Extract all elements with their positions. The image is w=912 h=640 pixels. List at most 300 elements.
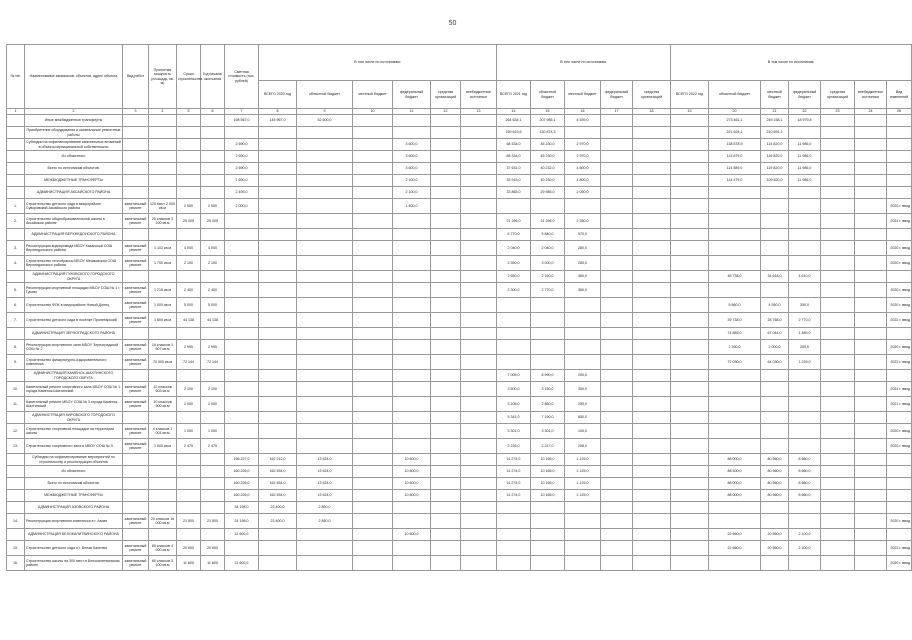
row-cell bbox=[297, 370, 353, 382]
row-cell bbox=[633, 412, 671, 424]
row-cell: 4 610,0 bbox=[789, 271, 821, 283]
row-cell: 40 232,0 bbox=[531, 163, 565, 175]
header-group-2020: В том числе по источникам: bbox=[259, 45, 497, 81]
table-row bbox=[7, 139, 912, 151]
row-number bbox=[7, 187, 25, 199]
row-cell: 45 230,0 bbox=[531, 151, 565, 163]
row-cell: 34 618,0 bbox=[761, 271, 789, 283]
row-name: АДМИНИСТРАЦИЯ ЗЕРНОГРАДСКОГО РАЙОНА bbox=[25, 328, 123, 340]
row-cell bbox=[461, 214, 497, 229]
row-cell: 255,0 bbox=[565, 397, 601, 412]
table-row bbox=[7, 382, 912, 397]
row-cell bbox=[431, 229, 461, 241]
row-name: Строительство школы на 300 мест в Белокалитвинском районе bbox=[25, 556, 123, 571]
row-cell bbox=[353, 514, 393, 529]
row-cell bbox=[671, 313, 709, 328]
row-cell bbox=[497, 541, 531, 556]
row-cell: 3 600,0 bbox=[393, 139, 431, 151]
row-cell bbox=[855, 556, 887, 571]
row-cell bbox=[887, 454, 912, 466]
row-cell bbox=[887, 127, 912, 139]
row-cell bbox=[177, 127, 201, 139]
row-cell bbox=[821, 490, 855, 502]
row-cell bbox=[789, 127, 821, 139]
row-cell bbox=[259, 229, 297, 241]
row-name: АДМИНИСТРАЦИЯ АЗОВСКОГО РАЙОНА bbox=[25, 502, 123, 514]
row-cell bbox=[821, 328, 855, 340]
row-cell bbox=[461, 298, 497, 313]
row-cell: 2 690,0 bbox=[225, 151, 259, 163]
row-cell bbox=[259, 412, 297, 424]
row-cell: 11 274,0 bbox=[497, 454, 531, 466]
row-cell bbox=[353, 283, 393, 298]
row-cell bbox=[709, 214, 761, 229]
row-cell bbox=[887, 151, 912, 163]
row-cell bbox=[259, 271, 297, 283]
row-cell: 3 105,0 bbox=[497, 397, 531, 412]
row-cell bbox=[789, 382, 821, 397]
header-years: Год начала/окончания bbox=[201, 45, 225, 109]
row-cell bbox=[855, 115, 887, 127]
row-cell: 2 100 bbox=[201, 382, 225, 397]
row-cell bbox=[761, 514, 789, 529]
row-cell bbox=[789, 370, 821, 382]
row-cell bbox=[461, 412, 497, 424]
row-cell bbox=[671, 454, 709, 466]
page-number: 50 bbox=[448, 20, 457, 27]
row-cell bbox=[431, 490, 461, 502]
row-cell bbox=[393, 256, 431, 271]
row-cell: 1 600 кв.м bbox=[149, 313, 177, 328]
row-cell bbox=[177, 502, 201, 514]
column-number: 22 bbox=[789, 109, 821, 115]
row-cell: 2 250,0 bbox=[709, 340, 761, 355]
row-cell bbox=[123, 502, 149, 514]
row-cell: 11 986,0 bbox=[789, 163, 821, 175]
row-cell bbox=[431, 412, 461, 424]
row-cell bbox=[671, 412, 709, 424]
row-cell bbox=[821, 340, 855, 355]
row-cell bbox=[821, 271, 855, 283]
row-cell bbox=[761, 370, 789, 382]
row-cell bbox=[887, 466, 912, 478]
row-cell bbox=[353, 139, 393, 151]
row-cell: 2 995 bbox=[177, 340, 201, 355]
header-total-2022: ВСЕГО 2022 год bbox=[671, 81, 709, 109]
column-number: 11 bbox=[393, 109, 431, 115]
header-2021-source-3: средства организаций bbox=[633, 81, 671, 109]
row-cell bbox=[821, 478, 855, 490]
row-cell bbox=[461, 382, 497, 397]
row-cell bbox=[393, 370, 431, 382]
row-name: АДМИНИСТРАЦИЯ ГУКОВСКОГО ГОРОДСКОГО ОКРУГА bbox=[25, 271, 123, 283]
row-cell bbox=[601, 502, 633, 514]
row-cell bbox=[123, 478, 149, 490]
row-cell bbox=[123, 127, 149, 139]
row-cell bbox=[821, 514, 855, 529]
row-cell bbox=[633, 163, 671, 175]
row-cell: 2 850,0 bbox=[297, 514, 353, 529]
row-cell bbox=[461, 151, 497, 163]
row-cell bbox=[393, 355, 431, 370]
row-cell bbox=[633, 256, 671, 271]
row-cell: 1 125,0 bbox=[565, 466, 601, 478]
row-cell: 1 125,0 bbox=[565, 478, 601, 490]
row-cell bbox=[855, 328, 887, 340]
row-name: Строительство ФОК в микрорайоне Новый Донец bbox=[25, 298, 123, 313]
row-cell: 11 600 bbox=[177, 556, 201, 571]
row-cell bbox=[225, 313, 259, 328]
row-cell bbox=[259, 529, 297, 541]
row-cell bbox=[565, 514, 601, 529]
row-cell bbox=[601, 241, 633, 256]
row-cell bbox=[431, 256, 461, 271]
row-cell bbox=[633, 229, 671, 241]
row-cell bbox=[353, 229, 393, 241]
row-cell: 2020 г. ввод bbox=[887, 514, 912, 529]
row-cell bbox=[431, 541, 461, 556]
row-cell: 130 874,3 bbox=[531, 127, 565, 139]
row-cell bbox=[789, 412, 821, 424]
row-cell bbox=[431, 313, 461, 328]
row-cell bbox=[431, 163, 461, 175]
row-cell bbox=[601, 541, 633, 556]
table-row bbox=[7, 199, 912, 214]
table-row bbox=[7, 298, 912, 313]
row-cell bbox=[353, 439, 393, 454]
row-cell bbox=[297, 214, 353, 229]
row-cell: 2 040,0 bbox=[531, 241, 565, 256]
row-cell bbox=[123, 115, 149, 127]
row-cell: 138 578,9 bbox=[709, 139, 761, 151]
row-cell bbox=[297, 229, 353, 241]
row-cell bbox=[789, 256, 821, 271]
row-cell bbox=[393, 115, 431, 127]
row-cell bbox=[225, 397, 259, 412]
row-cell: 119 820,0 bbox=[761, 163, 789, 175]
row-cell: 3 600,0 bbox=[393, 163, 431, 175]
row-cell bbox=[297, 529, 353, 541]
row-cell bbox=[259, 199, 297, 214]
header-total-2020: ВСЕГО 2020 год bbox=[259, 81, 297, 109]
row-cell: 11 986,0 bbox=[789, 139, 821, 151]
row-cell bbox=[259, 556, 297, 571]
row-cell bbox=[821, 115, 855, 127]
row-cell bbox=[461, 163, 497, 175]
row-cell bbox=[123, 151, 149, 163]
row-cell: 2020 г. ввод bbox=[887, 241, 912, 256]
row-cell: 88 000,0 bbox=[709, 478, 761, 490]
row-cell bbox=[353, 355, 393, 370]
row-cell bbox=[393, 340, 431, 355]
row-cell: 2 850,0 bbox=[531, 397, 565, 412]
row-cell bbox=[225, 541, 259, 556]
row-cell bbox=[671, 271, 709, 283]
column-number: 15 bbox=[531, 109, 565, 115]
row-cell bbox=[353, 115, 393, 127]
row-cell: 2022 г. ввод bbox=[887, 541, 912, 556]
row-cell bbox=[671, 397, 709, 412]
row-cell bbox=[821, 355, 855, 370]
row-cell: 160 226,0 bbox=[225, 478, 259, 490]
row-cell bbox=[149, 412, 177, 424]
row-name: Реконструкция спортивного зала МБОУ Зерноградской СОШ № 2 bbox=[25, 340, 123, 355]
header-group-2021: В том числе по источникам: bbox=[497, 45, 671, 81]
table-row bbox=[7, 439, 912, 454]
row-cell bbox=[633, 175, 671, 187]
row-cell bbox=[671, 466, 709, 478]
row-name: АДМИНИСТРАЦИЯ КАМЕНСК-ШАХТИНСКОГО ГОРОДСКОГО ОКРУГА bbox=[25, 370, 123, 382]
row-cell bbox=[761, 187, 789, 199]
row-cell bbox=[855, 175, 887, 187]
row-cell bbox=[761, 424, 789, 439]
row-cell bbox=[393, 556, 431, 571]
row-cell bbox=[149, 328, 177, 340]
row-name: АДМИНИСТРАЦИЯ КИРОВСКОГО ГОРОДСКОГО ОКРУГА bbox=[25, 412, 123, 424]
header-2022-source-3: средства организаций bbox=[821, 81, 855, 109]
row-cell bbox=[821, 175, 855, 187]
row-cell: 1 239,0 bbox=[789, 355, 821, 370]
row-cell bbox=[821, 163, 855, 175]
row-cell: 350,0 bbox=[789, 298, 821, 313]
row-cell bbox=[601, 556, 633, 571]
row-cell bbox=[431, 151, 461, 163]
table-row bbox=[7, 187, 912, 199]
row-cell: 162 454,0 bbox=[259, 490, 297, 502]
row-number bbox=[7, 529, 25, 541]
row-number: 4. bbox=[7, 256, 25, 271]
column-number: 2 bbox=[25, 109, 123, 115]
row-number bbox=[7, 502, 25, 514]
row-cell: 80 560,0 bbox=[761, 454, 789, 466]
row-cell bbox=[565, 298, 601, 313]
row-cell bbox=[201, 139, 225, 151]
row-number bbox=[7, 229, 25, 241]
row-cell bbox=[353, 127, 393, 139]
row-cell: 2021 г. ввод bbox=[887, 382, 912, 397]
table-row bbox=[7, 514, 912, 529]
row-cell bbox=[431, 127, 461, 139]
row-cell: 2 100 bbox=[177, 382, 201, 397]
row-cell bbox=[461, 229, 497, 241]
row-number bbox=[7, 271, 25, 283]
row-cell bbox=[887, 328, 912, 340]
row-cell bbox=[225, 340, 259, 355]
row-cell bbox=[353, 466, 393, 478]
row-cell bbox=[601, 370, 633, 382]
row-cell bbox=[633, 271, 671, 283]
header-work-type: Вид работ bbox=[123, 45, 149, 109]
column-number: 9 bbox=[297, 109, 353, 115]
row-cell bbox=[297, 355, 353, 370]
row-cell bbox=[821, 229, 855, 241]
row-cell: 160 226,0 bbox=[225, 490, 259, 502]
row-cell: 2021 г. ввод bbox=[887, 214, 912, 229]
row-cell bbox=[201, 151, 225, 163]
row-cell bbox=[821, 382, 855, 397]
row-cell: 2 770,0 bbox=[531, 283, 565, 298]
row-cell: 13 524,0 bbox=[297, 490, 353, 502]
row-cell: капитальный ремонт bbox=[123, 397, 149, 412]
table-row bbox=[7, 490, 912, 502]
table-row bbox=[7, 502, 912, 514]
row-cell: 6 990,0 bbox=[531, 370, 565, 382]
row-cell bbox=[353, 298, 393, 313]
row-cell bbox=[821, 397, 855, 412]
row-cell: 10 165,0 bbox=[531, 466, 565, 478]
row-cell: 221 624,1 bbox=[709, 127, 761, 139]
row-cell bbox=[297, 439, 353, 454]
row-cell bbox=[225, 439, 259, 454]
row-cell bbox=[225, 229, 259, 241]
table-row bbox=[7, 466, 912, 478]
row-cell bbox=[601, 256, 633, 271]
row-cell: 162 212,0 bbox=[259, 454, 297, 466]
row-cell bbox=[821, 556, 855, 571]
row-cell: 2 235,0 bbox=[497, 439, 531, 454]
row-cell bbox=[601, 151, 633, 163]
row-cell: капитальный ремонт bbox=[123, 439, 149, 454]
row-cell: капитальный ремонт bbox=[123, 514, 149, 529]
row-cell: 4 800,0 bbox=[565, 163, 601, 175]
row-cell bbox=[761, 283, 789, 298]
row-cell bbox=[821, 412, 855, 424]
row-cell: 2 217,0 bbox=[531, 439, 565, 454]
row-cell bbox=[601, 199, 633, 214]
row-cell bbox=[565, 502, 601, 514]
row-cell: 10 600,0 bbox=[393, 529, 431, 541]
header-2020-source-0: областной бюджет bbox=[297, 81, 353, 109]
row-cell bbox=[855, 502, 887, 514]
row-cell: 2 475 bbox=[177, 439, 201, 454]
row-cell bbox=[177, 151, 201, 163]
row-cell bbox=[225, 241, 259, 256]
row-cell bbox=[461, 502, 497, 514]
row-cell bbox=[709, 187, 761, 199]
row-cell bbox=[297, 328, 353, 340]
row-cell bbox=[531, 298, 565, 313]
row-cell bbox=[633, 214, 671, 229]
row-cell bbox=[353, 241, 393, 256]
row-cell bbox=[393, 514, 431, 529]
row-number bbox=[7, 370, 25, 382]
row-cell bbox=[671, 502, 709, 514]
header-number: № п/п bbox=[7, 45, 25, 109]
row-cell bbox=[601, 139, 633, 151]
row-cell: 22 660,0 bbox=[709, 541, 761, 556]
row-cell bbox=[761, 556, 789, 571]
row-cell bbox=[633, 115, 671, 127]
row-cell: 80 560,0 bbox=[761, 490, 789, 502]
row-cell: 2 100,0 bbox=[789, 541, 821, 556]
row-cell bbox=[461, 139, 497, 151]
row-cell bbox=[887, 175, 912, 187]
row-cell bbox=[431, 382, 461, 397]
row-cell: капитальный ремонт bbox=[123, 556, 149, 571]
row-cell bbox=[887, 478, 912, 490]
row-number bbox=[7, 466, 25, 478]
row-cell bbox=[149, 271, 177, 283]
row-cell: 60 классов 3 100 кв.м bbox=[149, 556, 177, 571]
row-cell bbox=[201, 229, 225, 241]
row-cell: 80 классов 4 000 кв.м bbox=[149, 541, 177, 556]
row-cell bbox=[431, 328, 461, 340]
row-cell: 67 044,0 bbox=[761, 328, 789, 340]
row-cell: 80 560,0 bbox=[761, 478, 789, 490]
row-cell bbox=[671, 514, 709, 529]
row-cell bbox=[297, 283, 353, 298]
row-cell bbox=[461, 241, 497, 256]
row-cell bbox=[601, 439, 633, 454]
row-number bbox=[7, 163, 25, 175]
row-cell bbox=[393, 283, 431, 298]
row-cell: 39 738,0 bbox=[709, 313, 761, 328]
row-cell bbox=[259, 439, 297, 454]
row-cell bbox=[461, 478, 497, 490]
row-cell bbox=[297, 151, 353, 163]
row-cell bbox=[601, 340, 633, 355]
row-cell bbox=[633, 478, 671, 490]
row-cell: 23 400,0 bbox=[259, 502, 297, 514]
row-cell bbox=[259, 175, 297, 187]
row-cell: 2020 г. ввод bbox=[887, 256, 912, 271]
row-cell bbox=[633, 382, 671, 397]
row-cell bbox=[177, 328, 201, 340]
row-cell bbox=[855, 214, 887, 229]
row-cell bbox=[225, 355, 259, 370]
row-cell bbox=[789, 514, 821, 529]
row-cell bbox=[149, 127, 177, 139]
row-cell: 4 550,0 bbox=[761, 298, 789, 313]
row-cell: 2 650,0 bbox=[497, 271, 531, 283]
row-cell bbox=[601, 412, 633, 424]
row-name: Субсидии на софинансирование мероприятий по строительству и реконструкции объектов bbox=[25, 454, 123, 466]
row-cell: 33 865,0 bbox=[497, 187, 531, 199]
row-cell bbox=[431, 355, 461, 370]
row-cell bbox=[497, 199, 531, 214]
row-cell bbox=[461, 187, 497, 199]
column-number: 6 bbox=[201, 109, 225, 115]
row-cell bbox=[855, 529, 887, 541]
table-row bbox=[7, 175, 912, 187]
row-cell bbox=[821, 187, 855, 199]
row-cell: капитальный ремонт bbox=[123, 424, 149, 439]
row-cell: 114 820,0 bbox=[761, 139, 789, 151]
column-number: 26 bbox=[887, 109, 912, 115]
row-cell: 20 600 bbox=[201, 541, 225, 556]
row-name: Субсидии на софинансирование капитальных вложений в объекты муниципальной собственности bbox=[26, 140, 121, 149]
row-cell bbox=[297, 187, 353, 199]
row-cell bbox=[431, 502, 461, 514]
row-cell bbox=[601, 229, 633, 241]
row-cell bbox=[855, 163, 887, 175]
row-cell: 72 144 bbox=[201, 355, 225, 370]
row-cell: 40 230,0 bbox=[531, 175, 565, 187]
row-cell: 5 000 bbox=[201, 298, 225, 313]
row-cell bbox=[887, 529, 912, 541]
row-number: 7. bbox=[7, 313, 25, 328]
column-number: 8 bbox=[259, 109, 297, 115]
row-cell bbox=[259, 328, 297, 340]
row-cell bbox=[431, 115, 461, 127]
row-cell: 10 600,0 bbox=[393, 490, 431, 502]
row-cell bbox=[497, 313, 531, 328]
row-name: Из областного bbox=[25, 466, 123, 478]
row-cell: капитальный ремонт bbox=[123, 298, 149, 313]
row-cell bbox=[353, 271, 393, 283]
row-cell: 162 454,0 bbox=[259, 466, 297, 478]
row-cell bbox=[855, 382, 887, 397]
